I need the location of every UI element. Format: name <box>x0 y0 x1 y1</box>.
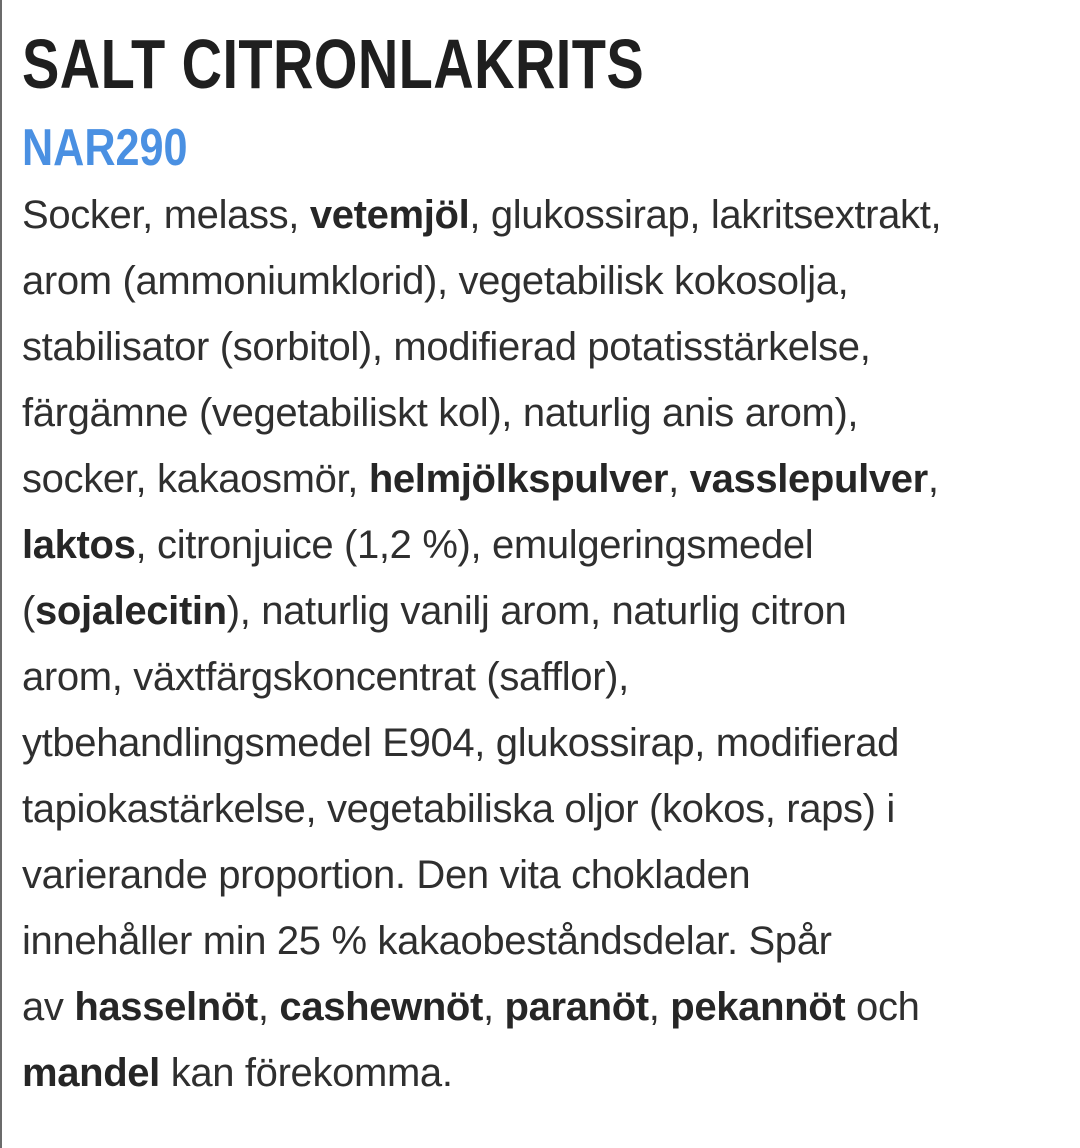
ingredient-text: varierande proportion. Den vita chokladen <box>22 853 751 897</box>
ingredients-line <box>22 908 1067 974</box>
ingredient-text: Socker, melass, <box>22 193 310 237</box>
ingredients-line <box>22 512 1067 578</box>
allergen-text: vetemjöl <box>309 193 470 237</box>
ingredient-text: ( <box>22 589 35 633</box>
ingredient-text: ytbehandlingsmedel E904, glukossirap, modifierad <box>22 721 900 765</box>
ingredient-text: arom, växtfärgskoncentrat (safflor), <box>22 655 629 699</box>
product-code: NAR290 <box>22 119 188 177</box>
ingredient-text: tapiokastärkelse, vegetabiliska oljor (kokos, raps) i <box>22 787 895 831</box>
allergen-text: cashewnöt <box>279 985 483 1029</box>
ingredients-line <box>22 248 1067 314</box>
allergen-text: pekannöt <box>670 985 846 1029</box>
ingredients-line <box>22 842 1067 908</box>
ingredient-text: färgämne (vegetabiliskt kol), naturlig anis arom), <box>22 391 859 435</box>
ingredients-list <box>22 182 1067 1106</box>
allergen-text: paranöt <box>504 985 649 1029</box>
ingredient-text: stabilisator (sorbitol), modifierad potatisstärkelse, <box>22 325 871 369</box>
ingredients-line <box>22 644 1067 710</box>
ingredients-line <box>22 314 1067 380</box>
ingredient-text: , <box>257 985 280 1029</box>
ingredient-text: , <box>483 985 505 1029</box>
ingredient-text: innehåller min 25 % kakaobeståndsdelar. Spår <box>22 919 832 963</box>
allergen-text: mandel <box>22 1051 160 1095</box>
ingredient-text: , <box>927 457 939 501</box>
ingredients-line <box>22 578 1067 644</box>
ingredients-line <box>22 182 1067 248</box>
allergen-text: helmjölkspulver <box>368 457 669 501</box>
ingredients-line <box>22 776 1067 842</box>
ingredient-text: arom (ammoniumklorid), vegetabilisk kokosolja, <box>22 259 849 303</box>
ingredient-text: , glukossirap, lakritsextrakt, <box>469 193 942 237</box>
ingredient-text: , <box>668 457 690 501</box>
ingredient-text: , citronjuice (1,2 %), emulgeringsmedel <box>135 523 814 567</box>
ingredients-line <box>22 1040 1067 1106</box>
allergen-text: vasslepulver <box>689 457 928 501</box>
ingredients-line <box>22 380 1067 446</box>
ingredients-line <box>22 710 1067 776</box>
allergen-text: laktos <box>22 523 136 567</box>
product-card <box>22 18 1067 1106</box>
ingredient-text: av <box>22 985 75 1029</box>
product-title: SALT CITRONLAKRITS <box>22 25 645 103</box>
ingredient-text: kan förekomma. <box>159 1051 453 1095</box>
ingredient-text: ), naturlig vanilj arom, naturlig citron <box>226 589 847 633</box>
allergen-text: sojalecitin <box>34 589 227 633</box>
left-border <box>0 0 2 1148</box>
ingredients-line <box>22 974 1067 1040</box>
allergen-text: hasselnöt <box>74 985 258 1029</box>
ingredients-line <box>22 446 1067 512</box>
ingredient-text: socker, kakaosmör, <box>22 457 369 501</box>
ingredient-text: och <box>845 985 920 1029</box>
ingredient-text: , <box>648 985 671 1029</box>
